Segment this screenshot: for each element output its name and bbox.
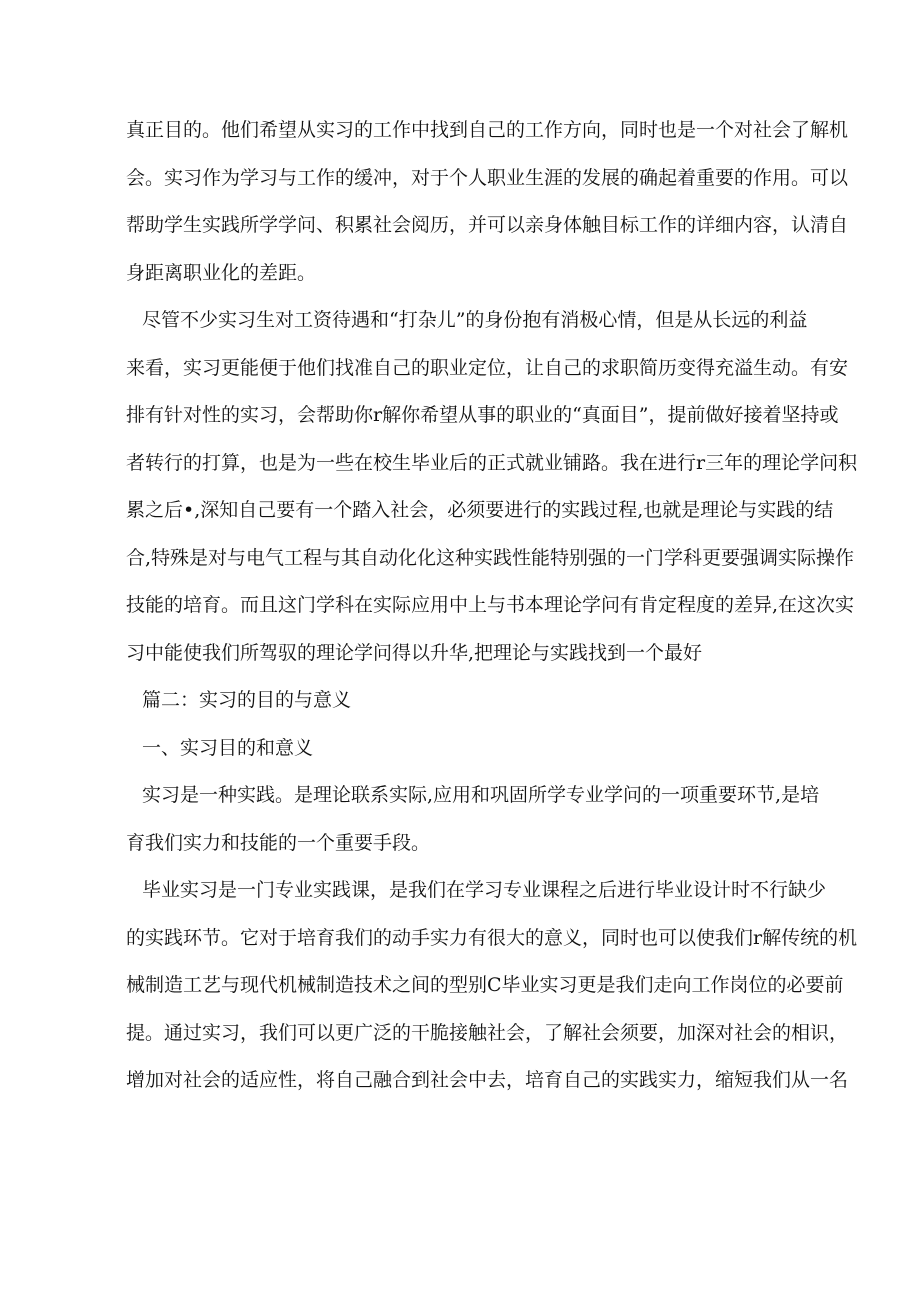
text-line: 尽管不少实习生对工资待遇和“打杂儿”的身份抱有消极心情，但是从长远的利益 (142, 309, 808, 331)
text-line: 育我们实力和技能的一个重要手段。 (126, 831, 431, 854)
text-line: 增加对社会的适应性，将自己融合到社会中去，培育自己的实践实力，缩短我们从一名 (126, 1069, 849, 1091)
text-line: 合,特殊是对与电气工程与其自动化化这种实践性能特别强的一门学科更要强调实际操作 (126, 546, 855, 569)
text-line: 提。通过实习，我们可以更广泛的干脆接触社会，了解社会须要，加深对社会的相识， (126, 1021, 849, 1044)
text-line: 帮助学生实践所学学问、积累社会阅历，并可以亲身体触目标工作的详细内容，认清自 (126, 214, 849, 236)
paragraph-3 (126, 772, 820, 867)
text-line: 会。实习作为学习与工作的缓冲，对于个人职业生涯的发展的确起着重要的作用。可以 (126, 166, 849, 189)
text-line: 身距离职业化的差距。 (126, 261, 317, 284)
paragraph-4 (126, 867, 858, 1105)
text-line: 的实践环节。它对于培育我们的动手实力有很大的意义，同时也可以使我们r解传统的机 (126, 926, 858, 949)
text-line: 真正目的。他们希望从实习的工作中找到自己的工作方向，同时也是一个对社会了解机 (126, 119, 849, 141)
section-heading (126, 677, 802, 725)
heading-text: 篇二：实习的目的与意义 (142, 689, 352, 711)
text-line: 者转行的打算，也是为一些在校生毕业后的正式就业铺路。我在进行r三年的理论学问积 (126, 451, 858, 474)
document-body (126, 107, 858, 1105)
text-line: 排有针对性的实习，会帮助你r解你希望从事的职业的“真面目”，提前做好接着坚持或 (126, 404, 839, 426)
text-line: 毕业实习是一门专业实践课，是我们在学习专业课程之后进行毕业设计时不行缺少 (142, 879, 827, 901)
text-line: 来看，实习更能便于他们找准自己的职业定位，让自己的求职简历变得充溢生动。有安 (126, 356, 849, 379)
paragraph-1 (126, 107, 849, 297)
text-line: 技能的培育。而且这门学科在实际应用中上与书本理论学问有肯定程度的差异,在这次实 (126, 594, 855, 616)
text-line: 实习是一种实践。是理论联系实际,应用和巩固所学专业学问的一项重要环节,是培 (142, 784, 820, 806)
subsection-heading (126, 725, 802, 773)
text-line: 械制造工艺与现代机械制造技术之间的型别C毕业实习更是我们走向工作岗位的必要前 (126, 974, 844, 996)
paragraph-2 (126, 297, 858, 677)
heading-text: 一、实习目的和意义 (142, 736, 314, 759)
text-line: 累之后•,深知自己要有一个踏入社会，必须要进行的实践过程,也就是理论与实践的结 (126, 499, 834, 521)
text-line: 习中能使我们所驾驭的理论学问得以升华,把理论与实践找到一个最好 (126, 641, 703, 664)
